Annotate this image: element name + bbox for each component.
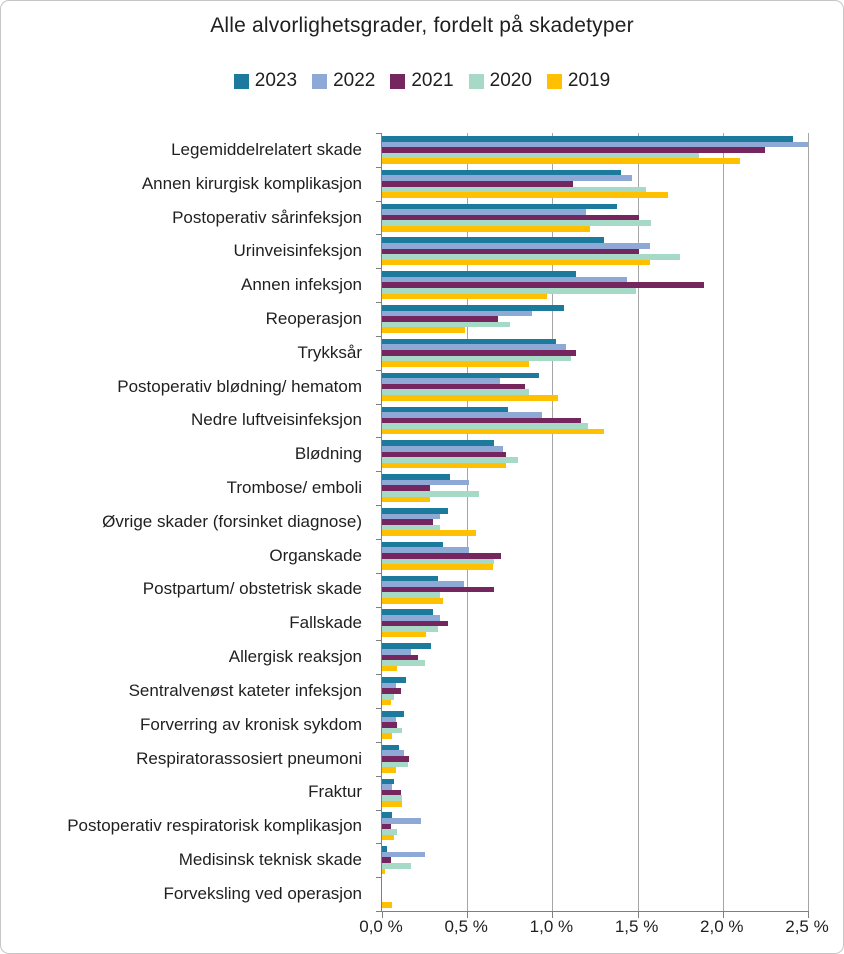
bar-2019: [382, 733, 392, 739]
category-label: Urinveisinfeksjon: [233, 241, 362, 261]
bar-group: [382, 708, 808, 742]
legend-label: 2019: [567, 70, 611, 91]
legend-label: 2023: [254, 70, 298, 91]
category-label: Blødning: [294, 444, 362, 464]
legend-swatch-2021: [390, 74, 405, 89]
legend-item-2021: [390, 70, 453, 92]
category-label: Annen infeksjon: [241, 275, 362, 295]
category-label: Legemiddelrelatert skade: [171, 139, 362, 159]
bar-2019: [382, 902, 392, 908]
category-label: Organskade: [269, 545, 362, 565]
bar-group: [382, 674, 808, 708]
x-axis-label: 1,5 %: [614, 917, 659, 936]
bar-2019: [382, 666, 397, 672]
bar-2019: [382, 801, 402, 807]
x-axis-label: 2,0 %: [700, 917, 744, 936]
bar-group: [382, 201, 808, 235]
bar-2019: [382, 429, 604, 435]
bar-group: [382, 810, 808, 844]
category-label: Respiratorassosiert pneumoni: [136, 748, 362, 768]
bar-group: [382, 336, 808, 370]
bar-2019: [382, 530, 476, 536]
legend-item-2020: [469, 70, 532, 92]
chart-title: Alle alvorlighetsgrader, fordelt på skadetyper: [210, 14, 634, 37]
category-label: Annen kirurgisk komplikasjon: [141, 173, 362, 193]
category-label: Postoperativ respiratorisk komplikasjon: [67, 816, 362, 836]
category-label: Postoperativ blødning/ hematom: [117, 376, 362, 396]
category-label: Fraktur: [308, 782, 362, 802]
category-axis-labels: [1, 133, 371, 911]
bar-2019: [382, 564, 493, 570]
bar-group: [382, 167, 808, 201]
bar-2019: [382, 497, 430, 503]
bar-group: [382, 302, 808, 336]
value-axis-labels: [1, 917, 843, 941]
category-label: Øvrige skader (forsinket diagnose): [102, 511, 362, 531]
category-label: Postoperativ sårinfeksjon: [172, 207, 362, 227]
bar-2019: [382, 598, 443, 604]
bar-group: [382, 742, 808, 776]
bar-2019: [382, 632, 426, 638]
bar-group: [382, 471, 808, 505]
bar-2019: [382, 192, 668, 198]
bar-2019: [382, 158, 740, 164]
bar-2019: [382, 327, 465, 333]
bar-group: [382, 776, 808, 810]
category-label: Allergisk reaksjon: [228, 647, 362, 667]
legend-item-2019: [547, 70, 610, 92]
category-label: Fallskade: [289, 613, 362, 633]
bar-group: [382, 234, 808, 268]
bar-group: [382, 268, 808, 302]
bar-2019: [382, 260, 650, 266]
category-label: Forverring av kronisk sykdom: [139, 714, 362, 734]
category-label: Medisinsk teknisk skade: [178, 849, 362, 869]
bar-group: [382, 539, 808, 573]
gridline: [808, 133, 809, 911]
category-label: Postpartum/ obstetrisk skade: [142, 579, 362, 599]
bar-2019: [382, 869, 385, 875]
bar-2019: [382, 835, 394, 841]
plot-area: [381, 133, 808, 912]
bar-group: [382, 437, 808, 471]
legend-label: 2020: [489, 70, 532, 91]
category-label: Reoperasjon: [265, 308, 362, 328]
bar-group: [382, 843, 808, 877]
legend-swatch-2023: [234, 74, 249, 89]
legend-item-2023: [234, 70, 297, 92]
bar-2019: [382, 767, 396, 773]
category-label: Forveksling ved operasjon: [163, 883, 362, 903]
bar-group: [382, 133, 808, 167]
bar-group: [382, 370, 808, 404]
y-axis-tick: [376, 911, 382, 912]
legend-label: 2022: [333, 70, 376, 91]
category-label: Trykksår: [297, 342, 362, 362]
x-axis-label: 0,0 %: [359, 917, 403, 936]
legend-swatch-2022: [312, 74, 327, 89]
bar-2019: [382, 226, 590, 232]
x-axis-label: 0,5 %: [444, 917, 488, 936]
bar-2020: [382, 863, 411, 869]
bar-group: [382, 607, 808, 641]
category-label: Trombose/ emboli: [226, 478, 362, 498]
x-axis-label: 2,5 %: [785, 917, 829, 936]
bar-group: [382, 573, 808, 607]
bar-group: [382, 404, 808, 438]
bar-2019: [382, 361, 529, 367]
category-label: Nedre luftveisinfeksjon: [190, 410, 362, 430]
bar-2019: [382, 463, 506, 469]
bar-2019: [382, 700, 391, 706]
x-axis-label: 1,0 %: [529, 917, 574, 936]
legend-swatch-2019: [547, 74, 562, 89]
bar-group: [382, 640, 808, 674]
bar-group: [382, 877, 808, 911]
legend-swatch-2020: [469, 74, 484, 89]
bar-2019: [382, 294, 547, 300]
legend-item-2022: [312, 70, 375, 92]
category-label: Sentralvenøst kateter infeksjon: [128, 680, 362, 700]
legend-label: 2021: [411, 70, 454, 91]
bar-2019: [382, 395, 558, 401]
legend: [1, 70, 843, 92]
bar-group: [382, 505, 808, 539]
